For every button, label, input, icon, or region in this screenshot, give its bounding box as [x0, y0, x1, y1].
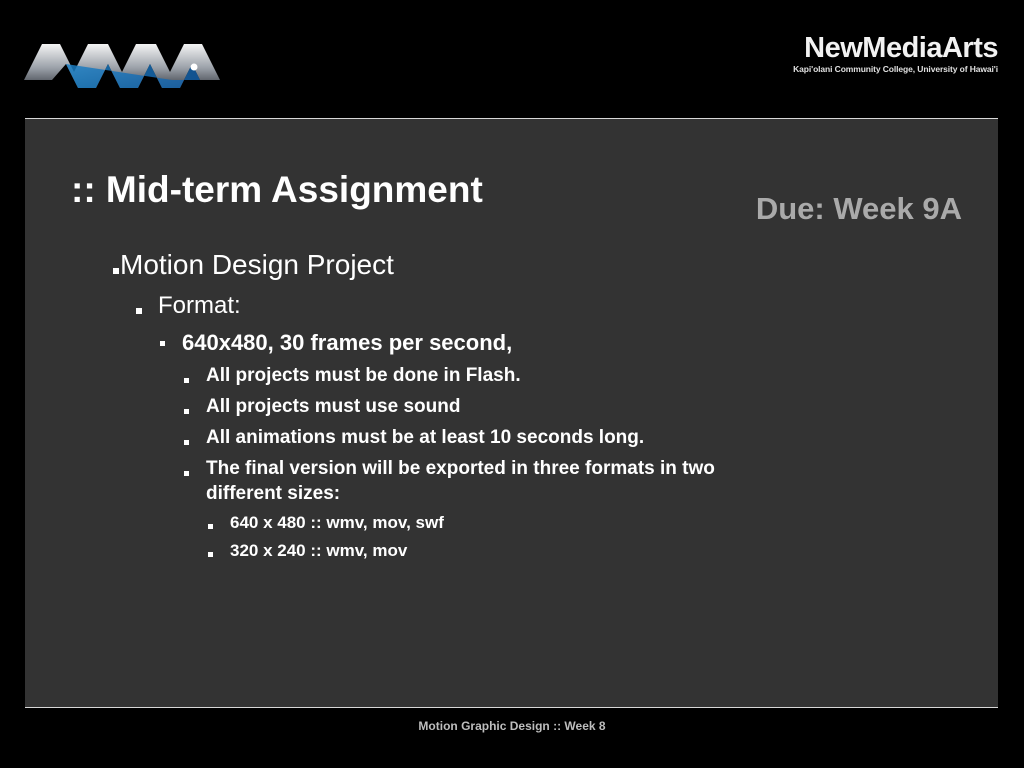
due-label: Due: Week 9A — [755, 191, 962, 226]
brand-subtitle: Kapi'olani Community College, University of Hawai'i — [793, 64, 998, 74]
bullet-l3: 640x480, 30 frames per second, — [182, 330, 513, 355]
bullet-square-icon — [184, 471, 189, 476]
bullet-square-icon — [184, 378, 189, 383]
bullet-l4-item: All projects must be done in Flash. — [206, 365, 521, 386]
brand-block — [793, 32, 998, 74]
footer-text: Motion Graphic Design :: Week 8 — [418, 719, 606, 733]
bullet-square-icon — [208, 552, 213, 557]
nma-wave-logo-icon — [22, 36, 232, 100]
bullet-l2: Format: — [158, 292, 241, 319]
bullet-square-icon — [184, 440, 189, 445]
bullet-l4-item: All projects must use sound — [206, 396, 461, 417]
bullet-l4-item-continuation: different sizes: — [206, 483, 341, 504]
bullet-square-icon — [208, 524, 213, 529]
bullet-l5-item: 320 x 240 :: wmv, mov — [230, 541, 408, 560]
bullet-square-icon — [136, 308, 142, 314]
slide-title: :: Mid-term Assignment — [71, 169, 483, 210]
bullet-l4-item: The final version will be exported in three formats in two — [206, 458, 715, 479]
bullet-l1: Motion Design Project — [120, 249, 394, 280]
bullet-l5-item: 640 x 480 :: wmv, mov, swf — [230, 513, 444, 532]
slide-panel — [25, 118, 998, 708]
bullet-square-icon — [184, 409, 189, 414]
bullet-square-icon — [113, 268, 119, 274]
bullet-l4-item: All animations must be at least 10 seconds long. — [206, 427, 645, 448]
brand-title: NewMediaArts — [804, 32, 998, 64]
bullet-square-icon — [160, 341, 165, 346]
